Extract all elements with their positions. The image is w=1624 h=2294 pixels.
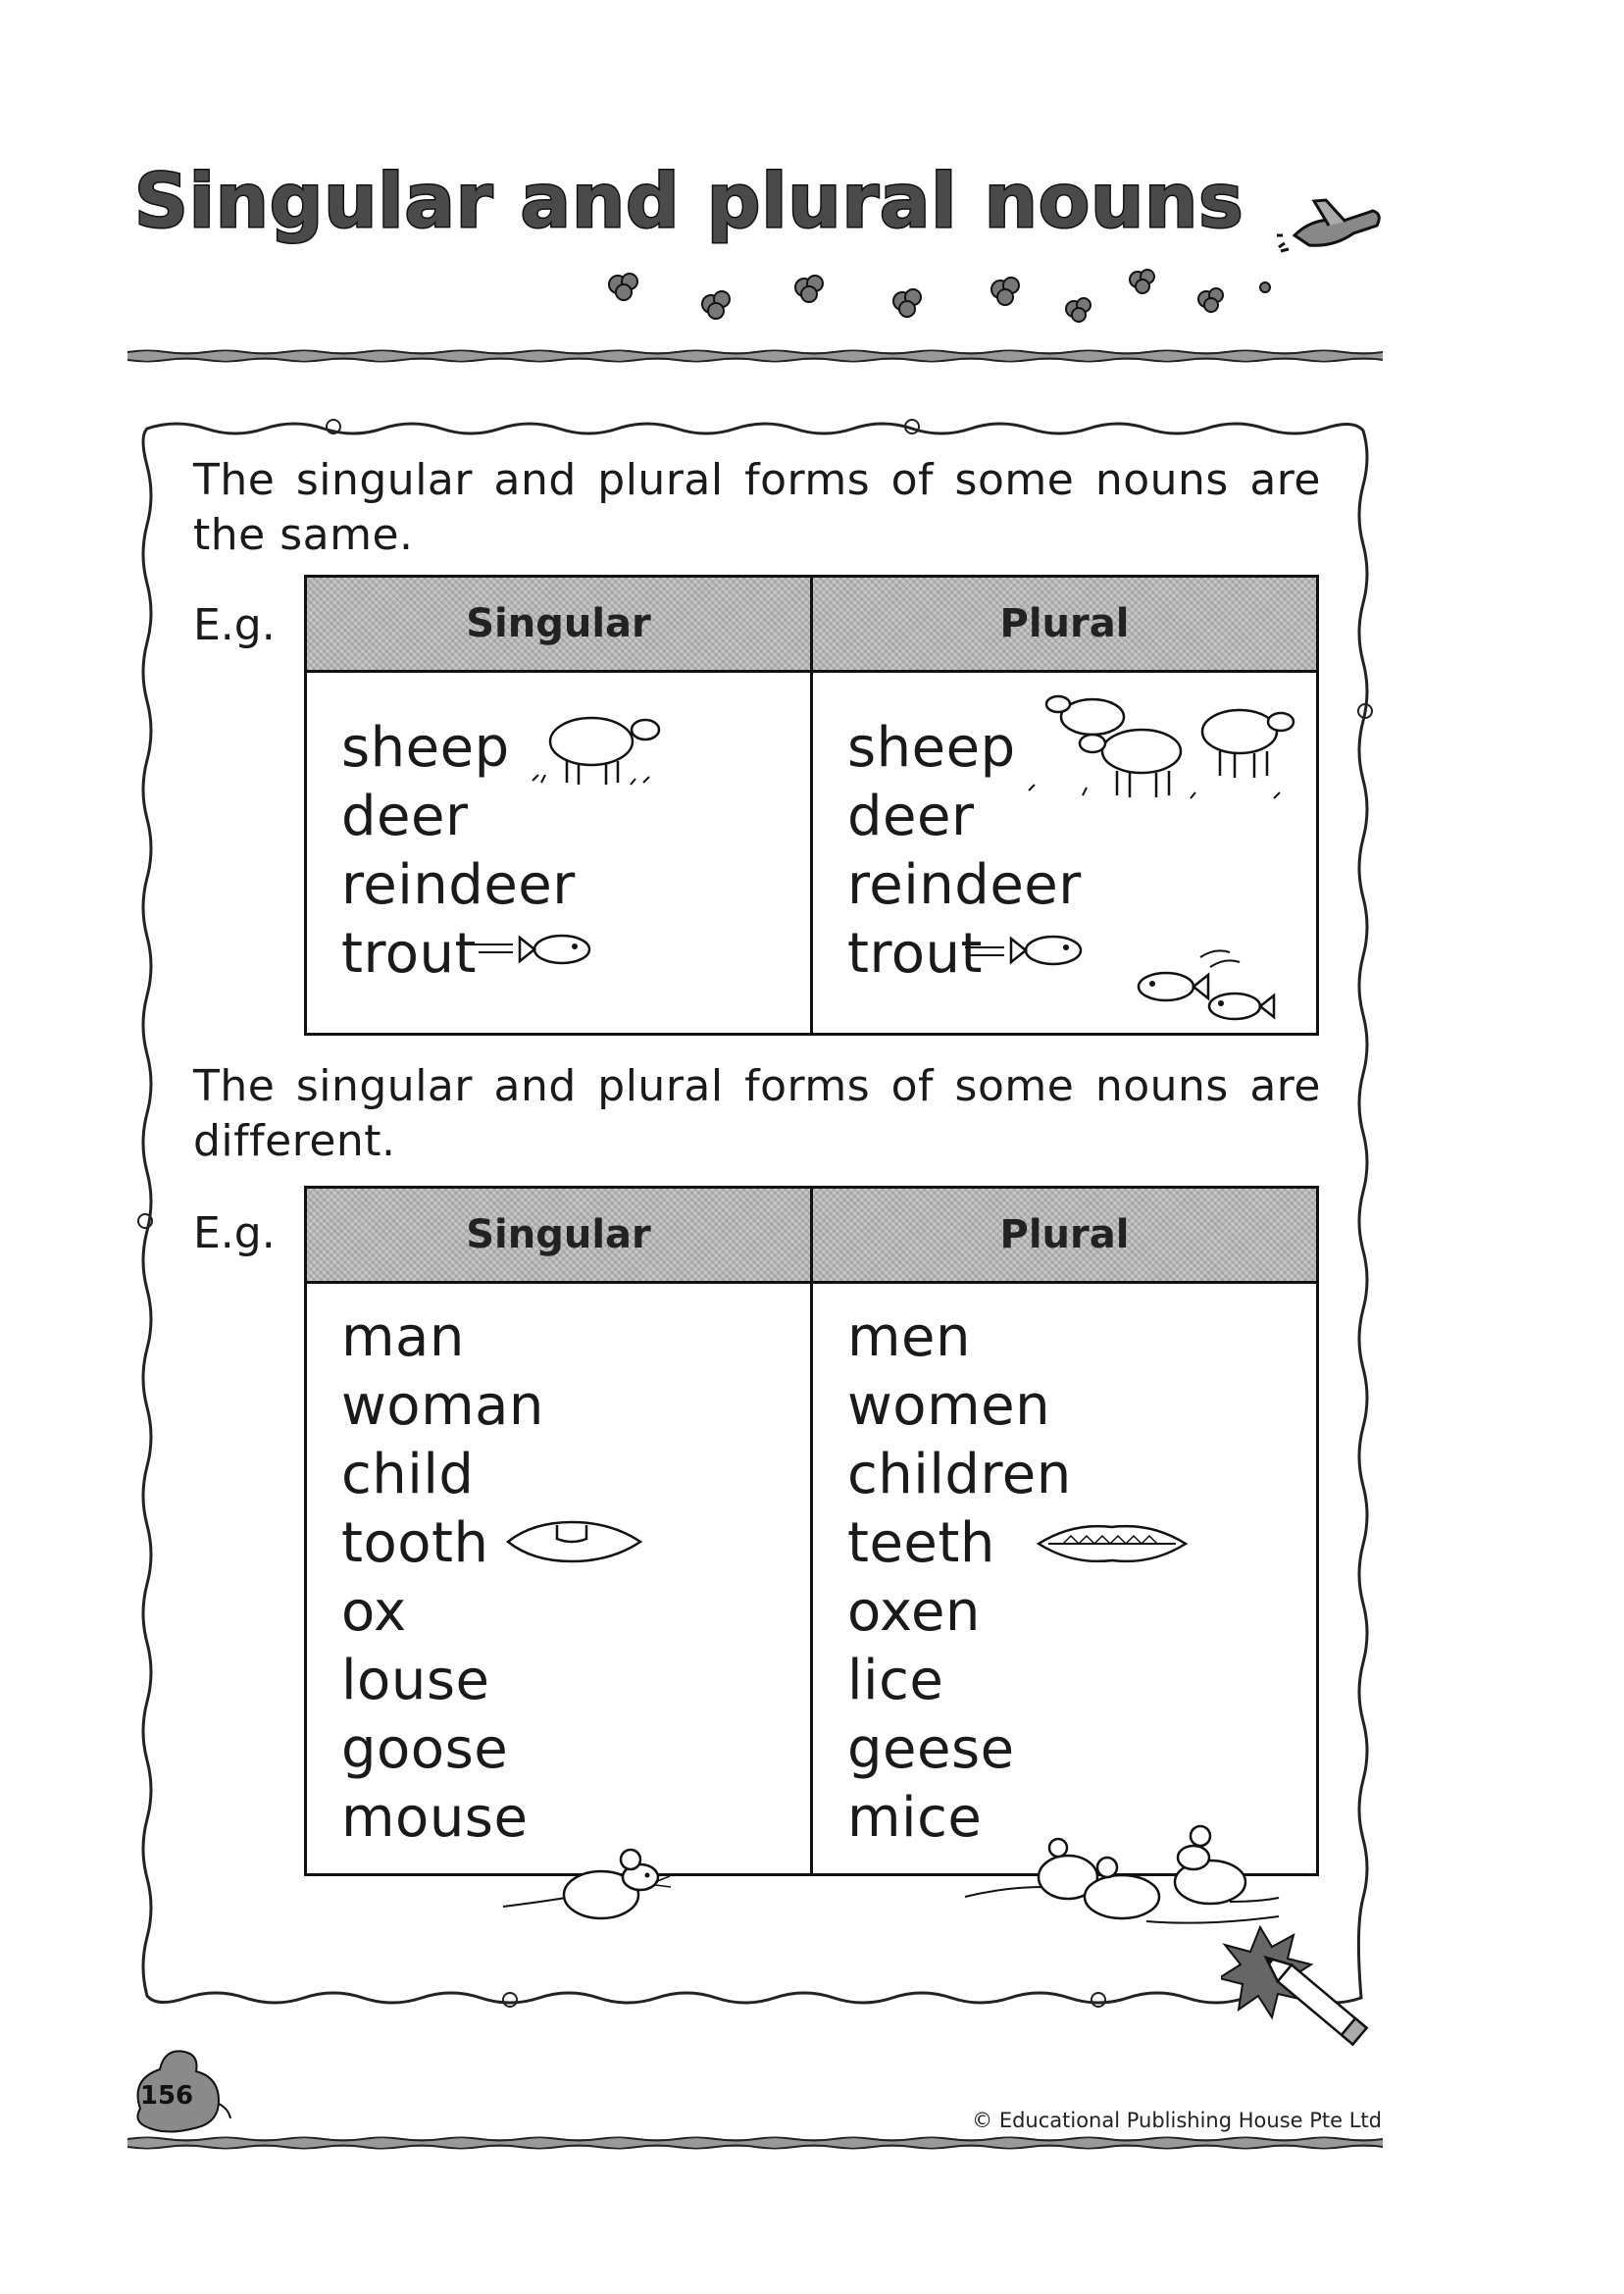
same-forms-table [304,575,1319,1036]
mouse-icon [498,1838,675,1931]
plural-column [810,1284,1316,1873]
plural-word: men [847,1305,971,1369]
sheep-icon [528,702,675,790]
flower-icon [609,274,637,300]
airplane-icon [1275,186,1393,265]
singular-word: tooth [341,1511,489,1575]
plural-word: children [847,1443,1072,1506]
teeth-icon [1034,1519,1191,1568]
table-header [307,578,1316,673]
singular-word: ox [341,1580,407,1644]
plural-word: teeth [847,1511,995,1575]
copyright-text: © Educational Publishing House Pte Ltd [972,2109,1382,2132]
header-singular: Singular [466,601,651,646]
singular-word: goose [341,1717,509,1781]
flower-icon [1066,298,1091,322]
singular-word: woman [341,1374,544,1438]
singular-word: child [341,1443,475,1506]
flower-icon [893,289,921,317]
plural-word: mice [847,1786,983,1850]
singular-word: reindeer [341,853,576,917]
plural-word: sheep [847,716,1016,780]
example-label: E.g. [193,1208,276,1258]
singular-word: louse [341,1649,490,1712]
top-divider [127,349,1383,363]
flower-icon [1130,270,1154,293]
plural-column [810,673,1316,1033]
flower-icon [795,276,823,302]
page-number: 156 [139,2081,194,2111]
plural-word: geese [847,1717,1015,1781]
header-singular: Singular [466,1212,651,1257]
singular-word: mouse [341,1786,529,1850]
header-plural: Plural [810,1189,1316,1281]
sheep-group-icon [1024,683,1298,810]
singular-word: deer [341,785,469,848]
table-header [307,1189,1316,1284]
plural-word: trout [847,922,983,986]
singular-word: sheep [341,716,510,780]
plural-word: deer [847,785,975,848]
plural-word: lice [847,1649,944,1712]
singular-word: trout [341,922,477,986]
plural-word: reindeer [847,853,1082,917]
plural-word: women [847,1374,1051,1438]
fish-icon [469,923,606,972]
flower-row-decoration [579,260,1285,329]
example-label: E.g. [193,600,276,650]
section2-text: The singular and plural forms of some nouns are different. [193,1061,1321,1166]
singular-column [307,1284,810,1873]
page-title: Singular and plural nouns [134,157,1244,244]
different-forms-table [304,1186,1319,1876]
flower-icon [991,278,1019,305]
plural-word: oxen [847,1580,981,1644]
pencil-icon [1221,1912,1378,2060]
bottom-divider [127,2136,1383,2150]
fish-group-icon [960,913,1284,1026]
flower-icon [702,291,730,319]
flower-icon [1198,288,1223,312]
tooth-icon [503,1517,645,1566]
singular-word: man [341,1305,465,1369]
section1-text: The singular and plural forms of some nouns are the same. [193,455,1321,560]
header-plural: Plural [810,578,1316,670]
singular-column [307,673,810,1033]
